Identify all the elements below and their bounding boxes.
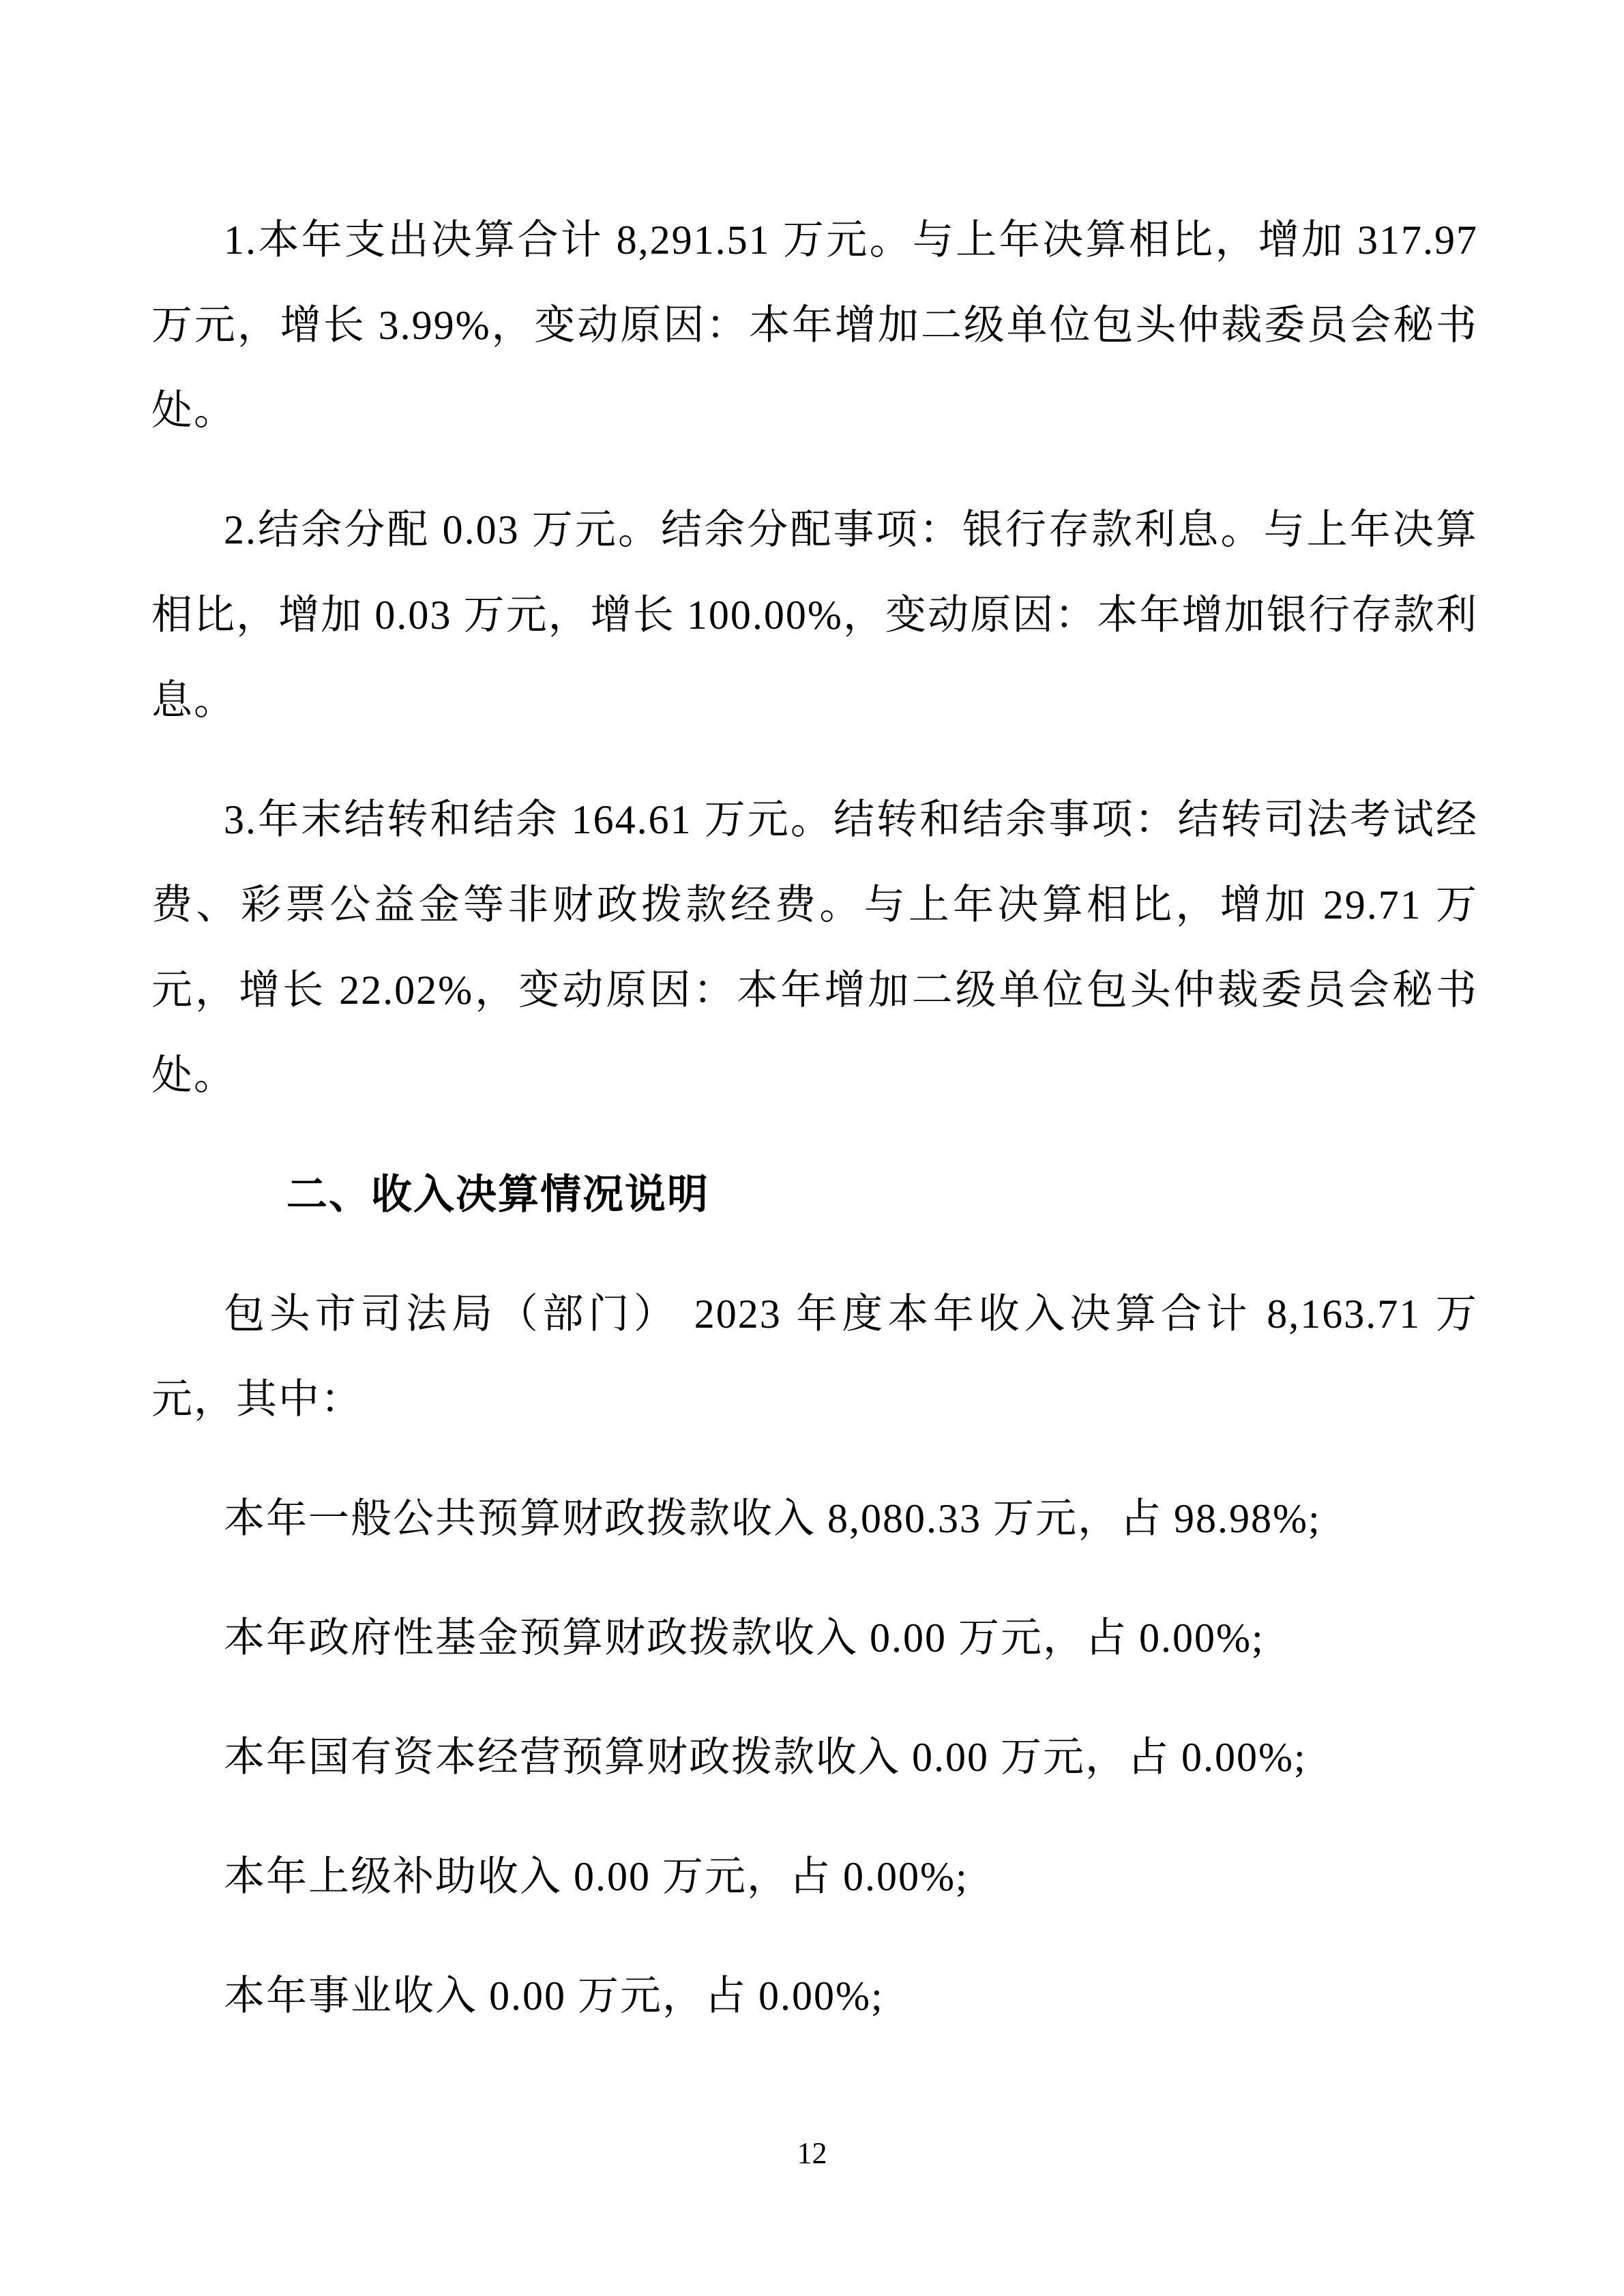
section-heading-income-statement: 二、收入决算情况说明: [286, 1172, 709, 1217]
paragraph-item-government-fund-budget-income: 本年政府性基金预算财政拨款收入 0.00 万元，占 0.00%;: [224, 1615, 1265, 1660]
paragraph-expenditure-total: 1.本年支出决算合计 8,291.51 万元。与上年决算相比，增加 317.97 万元，增长 3.99%，变动原因：本年增加二级单位包头仲裁委员会秘书处。: [151, 218, 1478, 433]
paragraph-year-end-carryover: 3.年末结转和结余 164.61 万元。结转和结余事项：结转司法考试经费、彩票公益金等非财政拨款经费。与上年决算相比，增加 29.71 万元，增长 22.02%，变动原因：本年增加二级单位包头仲裁委员会秘书处。: [151, 797, 1478, 1098]
paragraph-income-total: 包头市司法局（部门） 2023 年度本年收入决算合计 8,163.71 万元，其中：: [151, 1292, 1478, 1422]
paragraph-item-superior-subsidy-income: 本年上级补助收入 0.00 万元，占 0.00%;: [224, 1854, 969, 1899]
paragraph-surplus-distribution: 2.结余分配 0.03 万元。结余分配事项：银行存款利息。与上年决算相比，增加 0.03 万元，增长 100.00%，变动原因：本年增加银行存款利息。: [151, 507, 1478, 723]
page-number: 12: [797, 2136, 827, 2170]
paragraph-item-state-capital-budget-income: 本年国有资本经营预算财政拨款收入 0.00 万元，占 0.00%;: [224, 1735, 1307, 1780]
paragraph-item-business-income: 本年事业收入 0.00 万元，占 0.00%;: [224, 1973, 884, 2018]
page-content: [151, 198, 1478, 2073]
paragraph-item-general-public-budget-income: 本年一般公共预算财政拨款收入 8,080.33 万元，占 98.98%;: [224, 1496, 1321, 1541]
